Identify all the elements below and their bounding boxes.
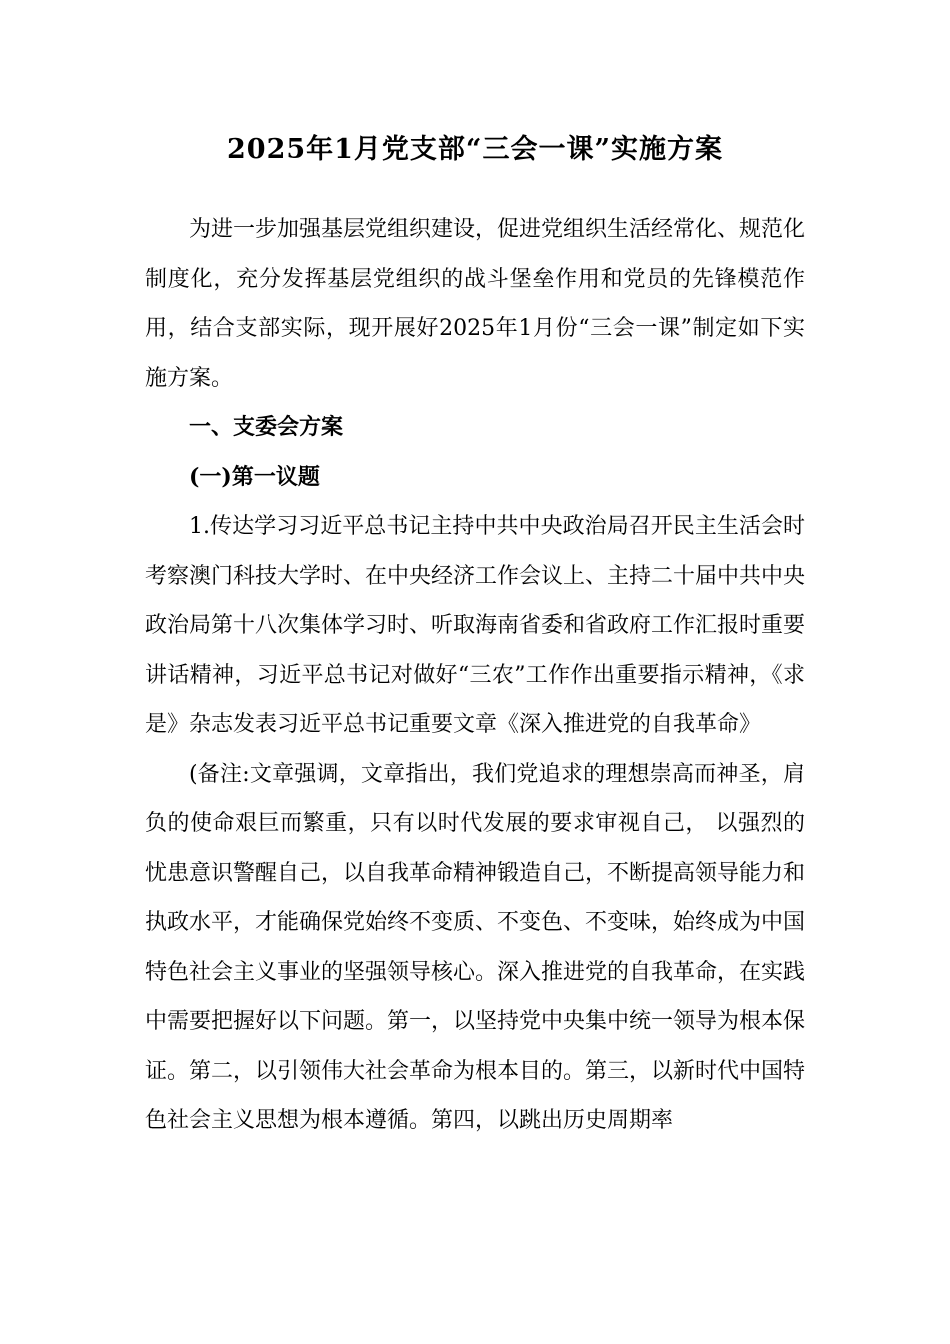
section-heading: 一、支委会方案: [189, 414, 344, 440]
page-title: 2025年1月党支部“三会一课”实施方案: [227, 134, 723, 165]
document-body: [145, 205, 805, 1146]
agenda-item-paragraph: 1.传达学习习近平总书记主持中共中央政治局召开民主生活会时考察澳门科技大学时、在中央经济工作会议上、主持二十届中共中央政治局第十八次集体学习时、听取海南省委和省政府工作汇报时重要讲话精神，习近平总书记对做好“三农”工作作出重要指示精神，《求是》杂志发表习近平总书记重要文章《深入推进党的自我革命》: [145, 514, 806, 737]
note-paragraph: (备注:文章强调，文章指出，我们党追求的理想崇高而神圣，肩负的使命艰巨而繁重，只有以时代发展的要求审视自己， 以强烈的忧患意识警醒自己，以自我革命精神锻造自己，不断提高领导能力和执政水平，才能确保党始终不变质、不变色、不变味，始终成为中国特色社会主义事业的坚强领导核心。深入推进党的自我革命，在实践中需要把握好以下问题。第一，以坚持党中央集中统一领导为根本保证。第二，以引领伟大社会革命为根本目的。第三，以新时代中国特色社会主义思想为根本遵循。第四，以跳出历史周期率: [145, 761, 806, 1133]
intro-paragraph: 为进一步加强基层党组织建设，促进党组织生活经常化、规范化制度化，充分发挥基层党组织的战斗堡垒作用和党员的先锋模范作用，结合支部实际，现开展好2025年1月份“三会一课”制定如下实施方案。: [145, 217, 806, 391]
subsection-heading: (一)第一议题: [189, 463, 320, 490]
